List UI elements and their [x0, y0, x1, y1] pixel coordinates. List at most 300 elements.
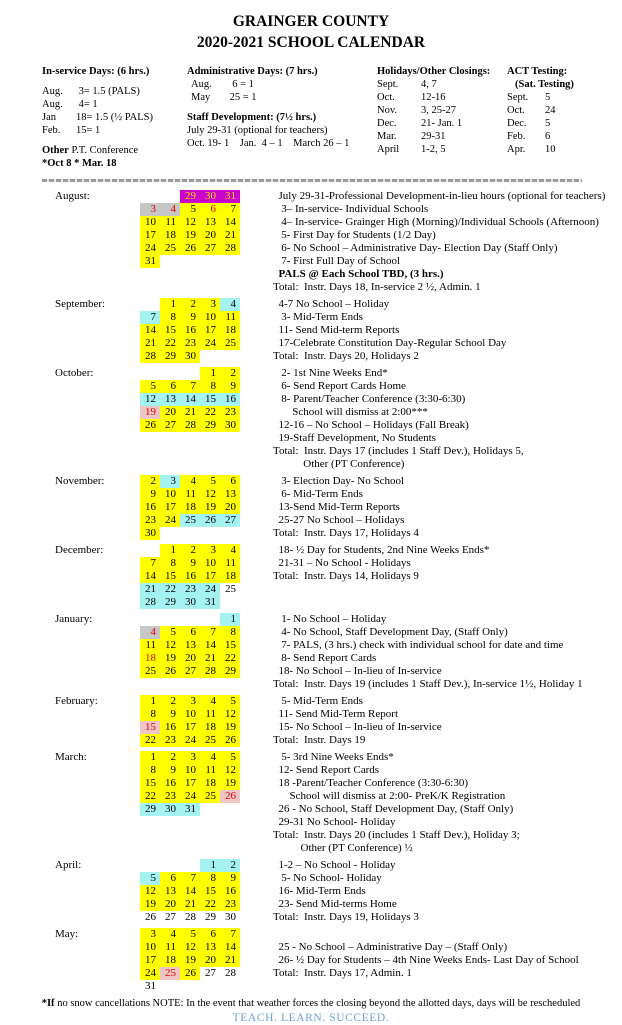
calendar-week-row [140, 570, 241, 583]
inservice-row-label: Aug. [42, 86, 63, 97]
calendar-day-cell: 28 [220, 242, 240, 255]
inservice-row-value: 3= 1.5 (PALS) [76, 86, 140, 97]
spacer [187, 104, 377, 111]
month-grid [140, 190, 241, 294]
calendar-day-cell: 20 [200, 954, 220, 967]
inservice-row-value: 18= 1.5 (½ PALS) [76, 112, 154, 123]
calendar-week-row [140, 350, 241, 363]
calendar-day-cell: 4 [180, 475, 200, 488]
holidays-heading: Holidays/Other Closings: [377, 66, 491, 77]
calendar-day-cell: 10 [200, 311, 220, 324]
calendar-day-cell: 7 [180, 380, 200, 393]
holiday-row [377, 91, 507, 104]
calendar-day-cell: 13 [160, 885, 180, 898]
month-notes [273, 475, 419, 540]
admin-row-label: May [191, 92, 211, 103]
month-note-line: 5- First Day for Students (1/2 Day) [273, 229, 436, 241]
calendar-day-cell: 4 [160, 203, 180, 216]
calendar-day-cell: 21 [220, 229, 240, 242]
calendar-day-cell: 26 [180, 967, 200, 980]
inservice-row-value: 4= 1 [76, 99, 98, 110]
month-note-line: 25-27 No School – Holidays [273, 514, 405, 526]
calendar-day-cell [200, 613, 220, 626]
calendar-day-cell: 8 [160, 557, 180, 570]
calendar-day-cell: 1 [220, 613, 240, 626]
admin-row [187, 91, 377, 104]
calendar-day-cell: 27 [160, 419, 180, 432]
month-note-line: 4-7 No School – Holiday [273, 298, 390, 310]
calendar-week-row [140, 708, 241, 721]
month-note-line: 5- No School- Holiday [273, 872, 382, 884]
month-note-line: 26 - No School, Staff Development Day, (Staff Only) [273, 803, 514, 815]
holiday-row-label: April [377, 144, 400, 155]
calendar-day-cell: 8 [200, 380, 220, 393]
month-note-line: 15- No School – In-lieu of In-service [273, 721, 442, 733]
month-note-line: Total: Instr. Days 17 (includes 1 Staff Dev.), Holidays 5, [273, 445, 524, 457]
calendar-day-cell: 26 [220, 734, 240, 747]
month-notes [273, 367, 524, 471]
calendar-day-cell [220, 980, 240, 993]
calendar-day-cell: 7 [220, 928, 240, 941]
calendar-day-cell: 30 [160, 803, 180, 816]
holiday-row-label: Sept. [377, 79, 399, 90]
calendar-day-cell [140, 367, 160, 380]
calendar-day-cell: 7 [220, 203, 240, 216]
calendar-day-cell: 26 [140, 419, 160, 432]
calendar-day-cell: 21 [220, 954, 240, 967]
calendar-day-cell: 12 [140, 885, 160, 898]
month-note-line: 25 - No School – Administrative Day – (Staff Only) [273, 941, 508, 953]
month-grid [140, 928, 241, 993]
calendar-day-cell: 30 [200, 190, 220, 203]
act-row-value: 5 [545, 92, 551, 103]
calendar-week-row [140, 859, 241, 872]
calendar-day-cell: 13 [220, 488, 240, 501]
month-note-line: 3– In-service- Individual Schools [273, 203, 429, 215]
calendar-day-cell: 18 [220, 570, 240, 583]
month-section-august [55, 190, 622, 294]
calendar-day-cell: 2 [160, 751, 180, 764]
calendar-day-cell [200, 350, 220, 363]
calendar-day-cell: 3 [140, 203, 160, 216]
calendar-day-cell: 31 [145, 980, 156, 992]
calendar-day-cell: 23 [220, 898, 240, 911]
calendar-day-cell: 6 [180, 626, 200, 639]
act-rows [507, 91, 607, 156]
calendar-day-cell: 14 [180, 885, 200, 898]
calendar-week-row [140, 751, 241, 764]
calendar-day-cell: 4 [200, 751, 220, 764]
calendar-day-cell: 12 [220, 708, 240, 721]
act-row [507, 104, 607, 117]
month-grid [140, 475, 241, 540]
calendar-day-cell [160, 859, 180, 872]
staffdev-heading: Staff Development: (7½ hrs.) [187, 112, 317, 123]
calendar-day-cell: 19 [200, 501, 220, 514]
snow-note-prefix: *If [41, 998, 55, 1009]
calendar-week-row [140, 980, 241, 993]
calendar-day-cell: 28 [185, 911, 196, 923]
calendar-week-row [140, 475, 241, 488]
calendar-week-row [140, 639, 241, 652]
calendar-day-cell: 21 [140, 583, 160, 596]
calendar-day-cell: 4 [140, 626, 160, 639]
calendar-day-cell: 28 [140, 350, 160, 363]
calendar-week-row [140, 626, 241, 639]
calendar-week-row [140, 872, 241, 885]
calendar-day-cell: 17 [200, 324, 220, 337]
calendar-day-cell: 30 [180, 350, 200, 363]
month-note-line: 1- No School – Holiday [273, 613, 387, 625]
calendar-day-cell: 8 [140, 708, 160, 721]
calendar-day-cell: 23 [180, 583, 200, 596]
calendar-day-cell: 11 [180, 488, 200, 501]
calendar-day-cell [160, 527, 180, 540]
calendar-day-cell: 29 [200, 419, 220, 432]
other-pt-conference-line [42, 144, 187, 157]
month-note-line: Total: Instr. Days 17, Holidays 4 [273, 527, 419, 539]
month-note-line: 8- Send Report Cards [273, 652, 377, 664]
calendar-day-cell: 22 [140, 790, 160, 803]
act-row-value: 6 [545, 131, 551, 142]
calendar-day-cell: 25 [225, 583, 236, 595]
month-note-line: 1-2 – No School - Holiday [273, 859, 396, 871]
page-title [0, 0, 622, 53]
calendar-week-row [140, 652, 241, 665]
month-note-line: Total: Instr. Days 20 (includes 1 Staff Dev.), Holiday 3; [273, 829, 520, 841]
inservice-row-label: Jan [42, 112, 56, 123]
month-note-line: 11- Send Mid-Term Report [273, 708, 398, 720]
month-note-line: PALS @ Each School TBD, (3 hrs.) [273, 268, 444, 280]
calendar-day-cell: 3 [180, 695, 200, 708]
calendar-week-row [140, 954, 241, 967]
calendar-day-cell: 21 [200, 652, 220, 665]
calendar-week-row [140, 967, 241, 980]
calendar-day-cell: 11 [220, 557, 240, 570]
calendar-day-cell: 23 [140, 514, 160, 527]
admin-row-value: 6 = 1 [227, 79, 254, 90]
month-note-line: 11- Send Mid-term Reports [273, 324, 400, 336]
calendar-day-cell: 17 [180, 721, 200, 734]
calendar-day-cell: 12 [180, 216, 200, 229]
calendar-day-cell: 5 [140, 872, 160, 885]
calendar-day-cell: 29 [160, 350, 180, 363]
calendar-day-cell: 3 [160, 475, 180, 488]
calendar-week-row [140, 898, 241, 911]
calendar-day-cell: 20 [160, 898, 180, 911]
calendar-week-row [140, 557, 241, 570]
holiday-row-label: Dec. [377, 118, 397, 129]
calendar-day-cell: 5 [140, 380, 160, 393]
calendar-day-cell: 27 [180, 665, 200, 678]
calendar-day-cell: 26 [145, 911, 156, 923]
holiday-row-label: Mar. [377, 131, 397, 142]
holiday-row-value: 3, 25-27 [421, 105, 456, 116]
holiday-row [377, 78, 507, 91]
month-note-line: Total: Instr. Days 17, Admin. 1 [273, 967, 412, 979]
calendar-day-cell: 14 [140, 324, 160, 337]
calendar-day-cell: 24 [200, 583, 220, 596]
month-note-line: 18 -Parent/Teacher Conference (3:30-6:30) [273, 777, 469, 789]
act-row-label: Sept. [507, 92, 529, 103]
month-label: September: [55, 298, 106, 310]
calendar-day-cell [220, 803, 240, 816]
calendar-day-cell: 24 [140, 967, 160, 980]
inservice-row [42, 111, 187, 124]
calendar-day-cell: 2 [140, 475, 160, 488]
calendar-day-cell: 18 [200, 777, 220, 790]
calendar-day-cell: 29 [205, 911, 216, 923]
month-note-line: Total: Instr. Days 19 (includes 1 Staff Dev.), In-service 1½, Holiday 1 [273, 678, 583, 690]
month-note-line: 23- Send Mid-terms Home [273, 898, 397, 910]
motto: TEACH. LEARN. SUCCEED. [232, 1012, 390, 1024]
calendar-week-row [140, 928, 241, 941]
calendar-day-cell: 2 [220, 859, 240, 872]
calendar-day-cell: 3 [180, 751, 200, 764]
act-row-label: Dec. [507, 118, 527, 129]
month-note-line: 6- Mid-Term Ends [273, 488, 363, 500]
calendar-day-cell [200, 980, 220, 993]
calendar-day-cell [140, 298, 160, 311]
snow-note [0, 997, 622, 1011]
calendar-day-cell: 9 [220, 380, 240, 393]
calendar-week-row [140, 298, 241, 311]
calendar-day-cell: 10 [180, 708, 200, 721]
calendar-day-cell: 16 [140, 501, 160, 514]
holiday-row-label: Oct. [377, 92, 395, 103]
calendar-day-cell: 3 [200, 298, 220, 311]
calendar-day-cell [160, 980, 180, 993]
calendar-day-cell: 19 [140, 406, 160, 419]
month-note-line: 7- First Full Day of School [273, 255, 401, 267]
calendar-day-cell: 29 [180, 190, 200, 203]
calendar-week-row [140, 216, 241, 229]
calendar-day-cell: 30 [225, 911, 236, 923]
calendar-day-cell: 16 [180, 570, 200, 583]
month-notes [273, 751, 520, 855]
calendar-day-cell: 15 [140, 777, 160, 790]
calendar-day-cell: 14 [220, 216, 240, 229]
calendar-week-row [140, 527, 241, 540]
calendar-week-row [140, 544, 241, 557]
calendar-day-cell: 19 [220, 777, 240, 790]
page-title-line2: 2020-2021 SCHOOL CALENDAR [196, 34, 426, 51]
footer [0, 997, 622, 1025]
calendar-day-cell: 22 [200, 898, 220, 911]
month-label: November: [55, 475, 105, 487]
calendar-day-cell [220, 350, 240, 363]
calendar-day-cell [220, 255, 240, 268]
calendar-day-cell: 30 [220, 419, 240, 432]
act-heading: ACT Testing: [507, 66, 568, 77]
calendar-day-cell [160, 255, 180, 268]
spacer [42, 78, 187, 85]
calendar-day-cell: 12 [200, 488, 220, 501]
calendar-week-row [140, 764, 241, 777]
calendar-day-cell: 27 [165, 911, 176, 923]
calendar-day-cell: 15 [160, 324, 180, 337]
calendar-day-cell: 28 [140, 596, 160, 609]
calendar-week-row [140, 406, 241, 419]
calendar-day-cell: 18 [180, 501, 200, 514]
month-label: March: [55, 751, 87, 763]
calendar-day-cell: 3 [140, 928, 160, 941]
month-note-line: 17-Celebrate Constitution Day-Regular School Day [273, 337, 507, 349]
calendar-day-cell: 9 [140, 488, 160, 501]
calendar-day-cell: 24 [160, 514, 180, 527]
admin-row-value: 25 = 1 [227, 92, 257, 103]
calendar-day-cell: 28 [225, 967, 236, 979]
calendar-week-row [140, 613, 241, 626]
calendar-day-cell: 22 [220, 652, 240, 665]
calendar-week-row [140, 380, 241, 393]
calendar-day-cell: 25 [200, 790, 220, 803]
calendar-day-cell: 20 [200, 229, 220, 242]
calendar-day-cell: 22 [160, 337, 180, 350]
month-notes [273, 613, 583, 691]
calendar-day-cell: 31 [180, 803, 200, 816]
calendar-day-cell: 11 [140, 639, 160, 652]
month-notes [273, 859, 419, 924]
calendar-day-cell: 25 [160, 242, 180, 255]
calendar-day-cell: 29 [220, 665, 240, 678]
month-grid [140, 367, 241, 471]
calendar-day-cell: 25 [200, 734, 220, 747]
calendar-day-cell: 6 [160, 380, 180, 393]
inservice-row [42, 85, 187, 98]
calendar-week-row [140, 393, 241, 406]
holiday-row [377, 104, 507, 117]
calendar-day-cell: 15 [200, 885, 220, 898]
month-section-october [55, 367, 622, 471]
calendar-day-cell: 29 [140, 803, 160, 816]
calendar-day-cell: 26 [180, 242, 200, 255]
calendar-day-cell: 10 [200, 557, 220, 570]
calendar-day-cell: 18 [160, 229, 180, 242]
month-note-line: 8- Parent/Teacher Conference (3:30-6:30) [273, 393, 466, 405]
calendar-day-cell: 31 [200, 596, 220, 609]
calendar-day-cell: 24 [180, 790, 200, 803]
calendar-day-cell: 5 [220, 695, 240, 708]
month-label: August: [55, 190, 90, 202]
calendar-day-cell: 6 [160, 872, 180, 885]
calendar-week-row [140, 596, 241, 609]
month-note-line: 5- 3rd Nine Weeks Ends* [273, 751, 394, 763]
calendar-day-cell [160, 367, 180, 380]
month-note-line: 16- Mid-Term Ends [273, 885, 366, 897]
month-grid [140, 695, 241, 747]
calendar-day-cell: 23 [160, 790, 180, 803]
act-row [507, 91, 607, 104]
month-notes [273, 928, 579, 993]
month-section-december [55, 544, 622, 609]
calendar-day-cell: 12 [140, 393, 160, 406]
holiday-row-value: 21- Jan. 1 [421, 118, 463, 129]
calendar-day-cell: 14 [180, 393, 200, 406]
act-row [507, 143, 607, 156]
calendar-day-cell: 17 [160, 501, 180, 514]
calendar-week-row [140, 911, 241, 924]
calendar-day-cell: 8 [160, 311, 180, 324]
calendar-day-cell: 23 [220, 406, 240, 419]
calendar-day-cell: 7 [140, 557, 160, 570]
calendar-week-row [140, 501, 241, 514]
calendar-week-row [140, 777, 241, 790]
month-section-november [55, 475, 622, 540]
calendar-day-cell: 24 [180, 734, 200, 747]
holiday-row-label: Nov. [377, 105, 398, 116]
month-note-line: 2- 1st Nine Weeks End* [273, 367, 388, 379]
holiday-row-value: 12-16 [421, 92, 446, 103]
inservice-days-column [42, 65, 187, 170]
other-text: P.T. Conference [68, 145, 139, 156]
act-row-label: Oct. [507, 105, 525, 116]
month-section-april [55, 859, 622, 924]
spacer [42, 137, 187, 144]
calendar-week-row [140, 721, 241, 734]
calendar-day-cell [140, 859, 160, 872]
calendar-day-cell: 7 [180, 872, 200, 885]
month-section-march [55, 751, 622, 855]
inservice-rows [42, 85, 187, 137]
calendar-day-cell [220, 596, 240, 609]
calendar-day-cell: 4 [200, 695, 220, 708]
month-label: December: [55, 544, 104, 556]
admin-rows [187, 78, 377, 104]
month-grid [140, 859, 241, 924]
calendar-day-cell: 26 [160, 665, 180, 678]
calendar-week-row [140, 419, 241, 432]
calendar-day-cell [180, 255, 200, 268]
calendar-day-cell: 14 [200, 639, 220, 652]
calendar-week-row [140, 941, 241, 954]
month-note-line: Total: Instr. Days 20, Holidays 2 [273, 350, 419, 362]
calendar-day-cell: 21 [140, 337, 160, 350]
month-notes [273, 298, 506, 363]
calendar-day-cell: 15 [160, 570, 180, 583]
calendar-day-cell: 13 [180, 639, 200, 652]
calendar-week-row [140, 324, 241, 337]
calendar-day-cell [180, 859, 200, 872]
month-note-line: School will dismiss at 2:00- PreK/K Registration [273, 790, 506, 802]
month-label: May: [55, 928, 79, 940]
calendar-day-cell [180, 527, 200, 540]
calendar-day-cell: 11 [220, 311, 240, 324]
calendar-day-cell: 19 [180, 229, 200, 242]
holiday-row [377, 130, 507, 143]
calendar-day-cell: 4 [220, 298, 240, 311]
holidays-column [377, 65, 507, 170]
other-label: Other [42, 145, 69, 156]
calendar-day-cell: 1 [200, 859, 220, 872]
act-row-value: 24 [545, 105, 556, 116]
calendar-day-cell: 5 [200, 475, 220, 488]
calendar-day-cell: 15 [200, 393, 220, 406]
calendar-day-cell: 8 [140, 764, 160, 777]
calendar-day-cell: 29 [160, 596, 180, 609]
calendar-day-cell: 18 [140, 652, 160, 665]
calendar-day-cell: 27 [200, 242, 220, 255]
inservice-row [42, 124, 187, 137]
calendar-day-cell [180, 367, 200, 380]
month-grid [140, 751, 241, 855]
snow-note-text: no snow cancellations NOTE: In the event that weather forces the closing beyond the allotted days, days will be rescheduled [54, 998, 581, 1009]
calendar-day-cell: 17 [180, 777, 200, 790]
calendar-week-row [140, 311, 241, 324]
calendar-day-cell: 10 [180, 764, 200, 777]
calendar-day-cell: 3 [200, 544, 220, 557]
month-note-line: 6- Send Report Cards Home [273, 380, 406, 392]
